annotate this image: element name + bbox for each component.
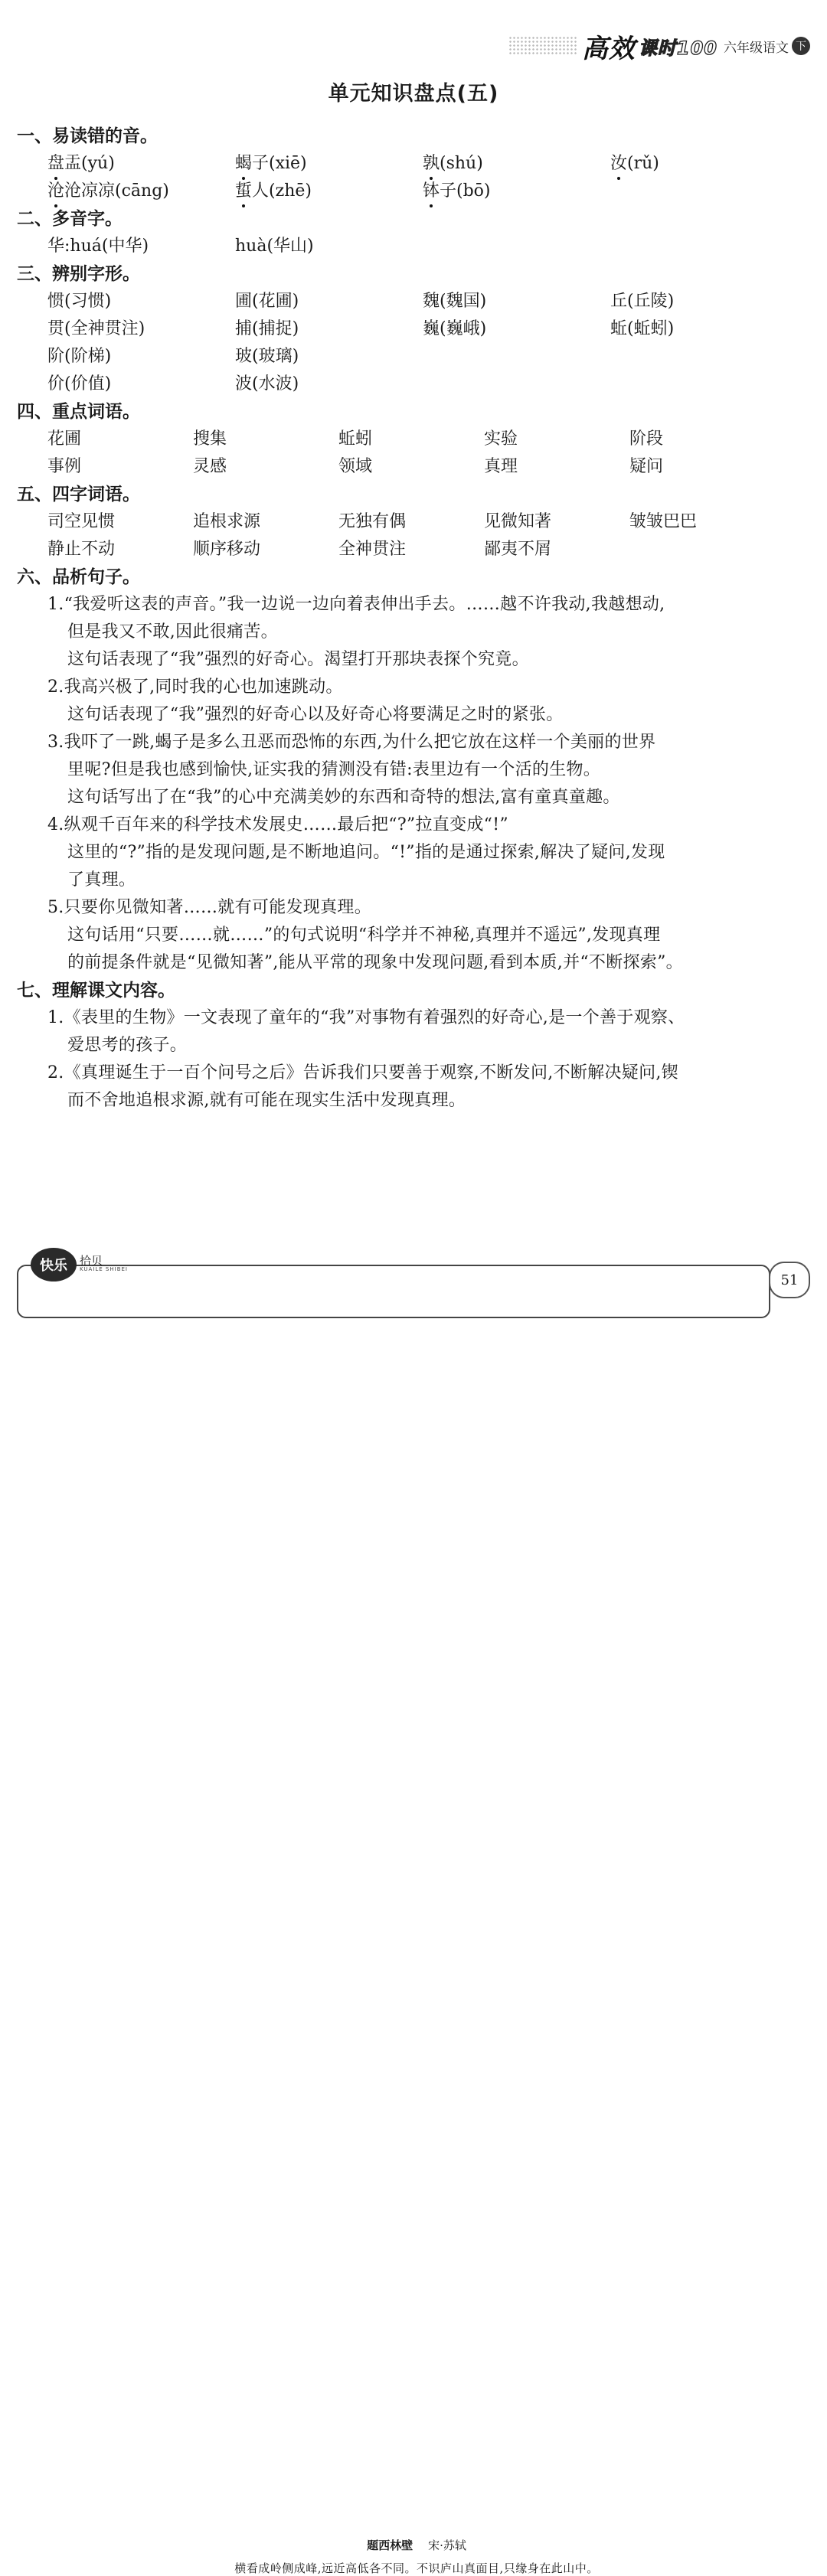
header-brand: [508, 29, 810, 63]
pron-item: 汝(rǔ): [610, 150, 798, 178]
glyph-item: 捕(捕捉): [235, 319, 299, 338]
idiom-item: 顺序移动: [193, 540, 261, 559]
keyword-item: 真理: [484, 457, 518, 476]
text-line: 这句话写出了在“我”的心中充满美妙的东西和奇特的想法,富有童真童趣。: [67, 788, 620, 807]
idiom-item: 皱皱巴巴: [629, 512, 698, 531]
glyph-item: 巍(巍峨): [423, 319, 487, 338]
keyword-item: 灵感: [193, 457, 227, 476]
dotted-char: 盘: [47, 150, 64, 178]
page-title: 单元知识盘点(五): [328, 82, 499, 106]
glyph-spacer: [423, 343, 798, 371]
pronunciation-grid: [17, 150, 813, 205]
glyph-item: 玻(玻璃): [235, 347, 299, 366]
glyph-item: 贯(全神贯注): [47, 319, 145, 338]
dot-pattern: [508, 36, 577, 56]
dotted-char: 蜇: [235, 178, 252, 205]
text-line: 的前提条件就是“见微知著”,能从平常的现象中发现问题,看到本质,并“不断探索”。: [67, 953, 683, 972]
brand-series: 课时100: [638, 37, 717, 59]
text-line: 4.纵观千百年来的科学技术发展史……最后把“?”拉直变成“!”: [47, 815, 508, 834]
poem-title: 题西林壁: [367, 2538, 414, 2552]
sentence-analysis: [17, 591, 813, 977]
section-title: 七、理解课文内容。: [17, 981, 175, 1001]
dotted-char: 沧: [47, 178, 64, 205]
text-line: 这句话表现了“我”强烈的好奇心以及好奇心将要满足之时的紧张。: [67, 705, 564, 724]
polyphone-item: 华:huá(中华): [47, 237, 149, 256]
keyword-item: 事例: [47, 457, 82, 476]
glyph-item: 丘(丘陵): [610, 292, 675, 311]
glyph-item: 蚯(蚯蚓): [610, 319, 675, 338]
text-line: 里呢?但是我也感到愉快,证实我的猜测没有错:表里边有一个活的生物。: [67, 760, 601, 779]
dotted-char: 汝: [610, 150, 627, 178]
text-line: 这句话表现了“我”强烈的好奇心。渴望打开那块表探个究竟。: [67, 650, 529, 669]
keyword-item: 搜集: [193, 429, 227, 449]
glyph-item: 价(价值): [47, 374, 112, 393]
polyphone-item: huà(华山): [235, 237, 314, 256]
idiom-item: 全神贯注: [338, 540, 407, 559]
glyph-item: 圃(花圃): [235, 292, 299, 311]
idiom-item: 见微知著: [484, 512, 552, 531]
text-line: 1.“我爱听这表的声音。”我一边说一边向着表伸出手去。……越不许我动,我越想动,: [47, 595, 665, 614]
pron-item: 钵子(bō): [423, 178, 610, 205]
glyph-item: 波(水波): [235, 374, 299, 393]
poem-author: 宋·苏轼: [428, 2538, 466, 2552]
volume-badge: 下: [792, 37, 810, 55]
keyword-item: 阶段: [629, 429, 664, 449]
text-line: 2.我高兴极了,同时我的心也加速跳动。: [47, 677, 343, 697]
pron-item: 蝎子(xiē): [235, 150, 423, 178]
idiom-item: 司空见惯: [47, 512, 116, 531]
idiom-item: 无独有偶: [338, 512, 407, 531]
text-line: 这句话用“只要……就……”的句式说明“科学并不神秘,真理并不遥远”,发现真理: [67, 926, 661, 945]
text-line: 爱思考的孩子。: [67, 1036, 188, 1055]
pron-item: 孰(shú): [423, 150, 610, 178]
brand-grade: 六年级语文: [724, 40, 789, 56]
text-line: 了真理。: [67, 870, 136, 890]
text-line: 但是我又不敢,因此很痛苦。: [67, 622, 278, 642]
pron-item: 蜇人(zhē): [235, 178, 423, 205]
badge-side-text: 拾贝: [80, 1254, 103, 1268]
dotted-char: 孰: [423, 150, 440, 178]
keyword-item: 实验: [484, 429, 518, 449]
keyword-grid: [17, 426, 813, 481]
idiom-item: 静止不动: [47, 540, 116, 559]
keyword-item: 蚯蚓: [338, 429, 373, 449]
section-title: 二、多音字。: [17, 209, 123, 229]
text-line: 1.《表里的生物》一文表现了童年的“我”对事物有着强烈的好奇心,是一个善于观察、: [47, 1008, 685, 1027]
idiom-item: 追根求源: [193, 512, 261, 531]
text-line: 5.只要你见微知著……就有可能发现真理。: [47, 898, 371, 917]
happy-badge: 快乐: [31, 1248, 77, 1281]
dotted-char: 钵: [423, 178, 440, 205]
text-line: 3.我吓了一跳,蝎子是多么丑恶而恐怖的东西,为什么把它放在这样一个美丽的世界: [47, 733, 656, 752]
polyphone-grid: [17, 233, 813, 260]
text-line: 这里的“?”指的是发现问题,是不断地追问。“!”指的是通过探索,解决了疑问,发现: [67, 843, 665, 862]
page-number: 51: [769, 1262, 810, 1298]
section-title: 四、重点词语。: [17, 402, 140, 422]
pron-item: 盘盂(yú): [47, 150, 235, 178]
keyword-item: 花圃: [47, 429, 82, 449]
glyph-item: 阶(阶梯): [47, 347, 112, 366]
pron-item: 沧沧凉凉(cāng): [47, 178, 235, 205]
text-comprehension: [17, 1004, 813, 1115]
idiom-item: 鄙夷不屑: [484, 540, 552, 559]
section-title: 一、易读错的音。: [17, 126, 158, 146]
section-title: 六、品析句子。: [17, 567, 140, 587]
text-line: 2.《真理诞生于一百个问号之后》告诉我们只要善于观察,不断发问,不断解决疑问,锲: [47, 1063, 678, 1082]
glyph-grid: [17, 288, 813, 398]
section-title: 五、四字词语。: [17, 485, 140, 504]
section-title: 三、辨别字形。: [17, 264, 140, 284]
keyword-item: 疑问: [629, 457, 664, 476]
keyword-item: 领域: [338, 457, 373, 476]
poem-heading: [18, 2537, 815, 2553]
main-content: [17, 122, 813, 1115]
brand-title: 高效: [581, 33, 636, 64]
glyph-item: 魏(魏国): [423, 292, 487, 311]
poem-line: 横看成岭侧成峰,远近高低各不同。不识庐山真面目,只缘身在此山中。: [234, 2561, 599, 2575]
idiom-grid: [17, 508, 813, 563]
text-line: 而不舍地追根求源,就有可能在现实生活中发现真理。: [67, 1091, 466, 1110]
badge-pinyin: KUAILE SHIBEI: [80, 1266, 128, 1272]
glyph-item: 惯(习惯): [47, 292, 112, 311]
poem-box: [17, 1265, 770, 2575]
dotted-char: 蝎: [235, 150, 252, 178]
